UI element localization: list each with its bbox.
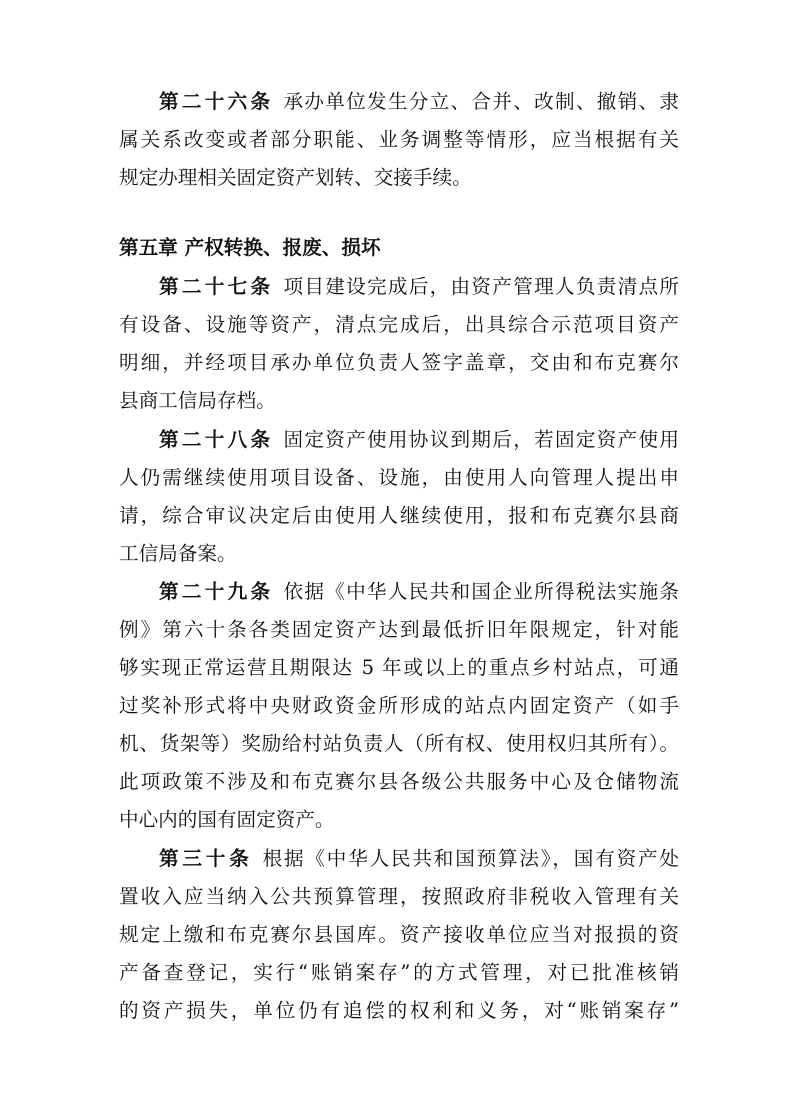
article-30-line-1 xyxy=(159,846,679,872)
article-26-line-1 xyxy=(159,89,679,115)
chapter-heading: 第五章 产权转换、报废、损坏 xyxy=(119,236,381,259)
article-27-line-2: 有设备、设施等资产，清点完成后，出具综合示范项目资产 xyxy=(119,313,679,336)
article-29-line-3: 够实现正常运营且期限达 5 年或以上的重点乡村站点，可通 xyxy=(119,656,679,679)
article-28-line-3: 请，综合审议决定后由使用人继续使用，报和布克赛尔县商 xyxy=(119,504,679,527)
article-text: 固定资产使用协议到期后，若固定资产使用 xyxy=(283,428,680,451)
article-29-line-5: 机、货架等）奖励给村站负责人（所有权、使用权归其所有）。 xyxy=(119,732,679,755)
article-30-line-3: 规定上缴和布克赛尔县国库。资产接收单位应当对报损的资 xyxy=(119,923,679,946)
article-27-line-1 xyxy=(159,274,679,300)
article-29-line-2: 例》第六十条各类固定资产达到最低折旧年限规定，针对能 xyxy=(119,618,679,641)
article-29-line-1 xyxy=(159,579,679,605)
article-26-line-2: 属关系改变或者部分职能、业务调整等情形，应当根据有关 xyxy=(119,128,679,151)
article-text: 承办单位发生分立、合并、改制、撤销、隶 xyxy=(283,90,680,113)
article-30-line-2: 置收入应当纳入公共预算管理，按照政府非税收入管理有关 xyxy=(119,885,679,908)
article-29-line-6: 此项政策不涉及和布克赛尔县各级公共服务中心及仓储物流 xyxy=(119,770,679,793)
article-text: 项目建设完成后，由资产管理人负责清点所 xyxy=(283,275,680,298)
article-27-line-4: 县商工信局存档。 xyxy=(119,389,276,412)
article-28-label: 第二十八条 xyxy=(159,428,274,451)
article-28-line-1 xyxy=(159,427,679,453)
article-text: 依据《中华人民共和国企业所得税法实施条 xyxy=(283,580,680,603)
article-text: 根据《中华人民共和国预算法》，国有资产处 xyxy=(262,847,680,870)
article-29-line-4: 过奖补形式将中央财政资金所形成的站点内固定资产（如手 xyxy=(119,694,679,717)
article-26-label: 第二十六条 xyxy=(159,90,274,113)
article-29-label: 第二十九条 xyxy=(159,580,274,603)
article-30-line-4: 产备查登记，实行“账销案存”的方式管理，对已批准核销 xyxy=(119,961,679,984)
article-30-line-5: 的资产损失，单位仍有追偿的权利和义务，对“账销案存” xyxy=(119,999,679,1022)
article-26-line-3: 规定办理相关固定资产划转、交接手续。 xyxy=(119,166,472,189)
article-30-label: 第三十条 xyxy=(159,847,253,870)
article-28-line-2: 人仍需继续使用项目设备、设施，由使用人向管理人提出申 xyxy=(119,466,679,489)
article-28-line-4: 工信局备案。 xyxy=(119,542,237,565)
article-27-label: 第二十七条 xyxy=(159,275,274,298)
article-27-line-3: 明细，并经项目承办单位负责人签字盖章，交由和布克赛尔 xyxy=(119,351,679,374)
article-29-line-7: 中心内的国有固定资产。 xyxy=(119,808,335,831)
